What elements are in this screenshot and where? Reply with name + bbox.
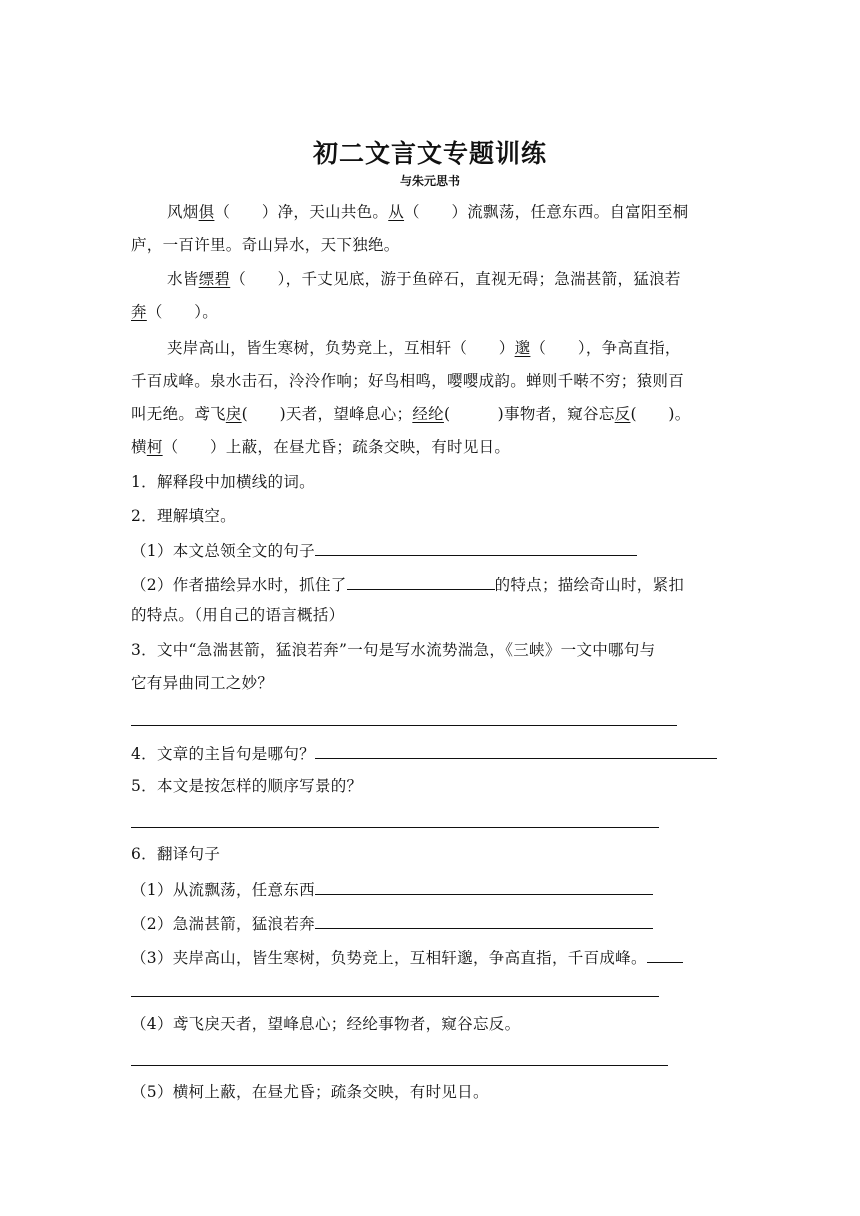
question-4: 4．文章的主旨句是哪句？ [131, 741, 731, 765]
question-6-5: （5）横柯上蔽，在昼尤昏；疏条交映，有时见日。 [131, 1083, 489, 1101]
question-6-4: （4）鸢飞戾天者，望峰息心；经纶事物者，窥谷忘反。 [131, 1015, 521, 1033]
passage-p3-line2: 千百成峰。泉水击石，泠泠作响；好鸟相鸣，嘤嘤成韵。蝉则千啭不穷；猿则百 [131, 372, 685, 390]
underlined-word: 反 [614, 405, 631, 423]
underlined-word: 柯 [146, 438, 163, 456]
passage-p2-line1: 水皆缥碧（ ），千丈见底，游于鱼碎石，直视无碍；急湍甚箭，猛浪若 [167, 270, 681, 288]
page-subtitle: 与朱元思书 [399, 174, 460, 188]
answer-blank[interactable] [315, 877, 653, 895]
answer-line[interactable] [131, 996, 659, 997]
answer-line[interactable] [131, 725, 677, 726]
question-5: 5．本文是按怎样的顺序写景的？ [131, 777, 363, 795]
question-6-2: （2）急湍甚箭，猛浪若奔 [131, 911, 731, 935]
question-2-1: （1）本文总领全文的句子 [131, 538, 731, 562]
passage-p1-line1: 风烟俱（ ）净，天山共色。从（ ）流飘荡，任意东西。自富阳至桐 [167, 203, 689, 221]
underlined-word: 邈 [514, 339, 531, 357]
answer-blank[interactable] [315, 741, 717, 759]
passage-p1-line2: 庐，一百许里。奇山异水，天下独绝。 [131, 236, 400, 254]
answer-blank[interactable] [315, 911, 653, 929]
underlined-word: 缥碧 [198, 270, 231, 288]
question-6-1: （1）从流飘荡，任意东西 [131, 877, 731, 901]
question-2-2-cont: 的特点。（用自己的语言概括） [131, 606, 345, 624]
question-1: 1．解释段中加横线的词。 [131, 473, 315, 491]
answer-blank[interactable] [347, 572, 495, 590]
question-6-3: （3）夹岸高山，皆生寒树，负势竞上，互相轩邈，争高直指，千百成峰。 [131, 945, 731, 969]
answer-line[interactable] [131, 1065, 668, 1066]
answer-blank[interactable] [315, 538, 637, 556]
question-2: 2．理解填空。 [131, 507, 236, 525]
question-2-2: （2）作者描绘异水时，抓住了 的特点；描绘奇山时，紧扣 [131, 572, 731, 596]
answer-line[interactable] [131, 827, 659, 828]
underlined-word: 俱 [198, 203, 215, 221]
question-3: 3．文中“急湍甚箭，猛浪若奔”一句是写水流势湍急，《三峡》一文中哪句与 [131, 641, 656, 659]
passage-p3-line1: 夹岸高山，皆生寒树，负势竞上，互相轩（ ）邈（ ），争高直指， [167, 339, 681, 357]
passage-p3-line3: 叫无绝。鸢飞戾( )天者，望峰息心；经纶( )事物者，窥谷忘反( )。 [131, 405, 691, 423]
passage-p2-line2: 奔（ ）。 [131, 303, 219, 321]
underlined-word: 从 [388, 203, 405, 221]
answer-blank[interactable] [647, 945, 683, 963]
question-6: 6．翻译句子 [131, 845, 221, 863]
underlined-word: 奔 [131, 303, 147, 321]
page-title: 初二文言文专题训练 [312, 139, 547, 168]
passage-p3-line4: 横柯（ ）上蔽，在昼尤昏；疏条交映，有时见日。 [131, 438, 511, 456]
underlined-word: 戾 [225, 405, 242, 423]
underlined-word: 经纶 [412, 405, 444, 423]
question-3-cont: 它有异曲同工之妙？ [131, 674, 274, 692]
